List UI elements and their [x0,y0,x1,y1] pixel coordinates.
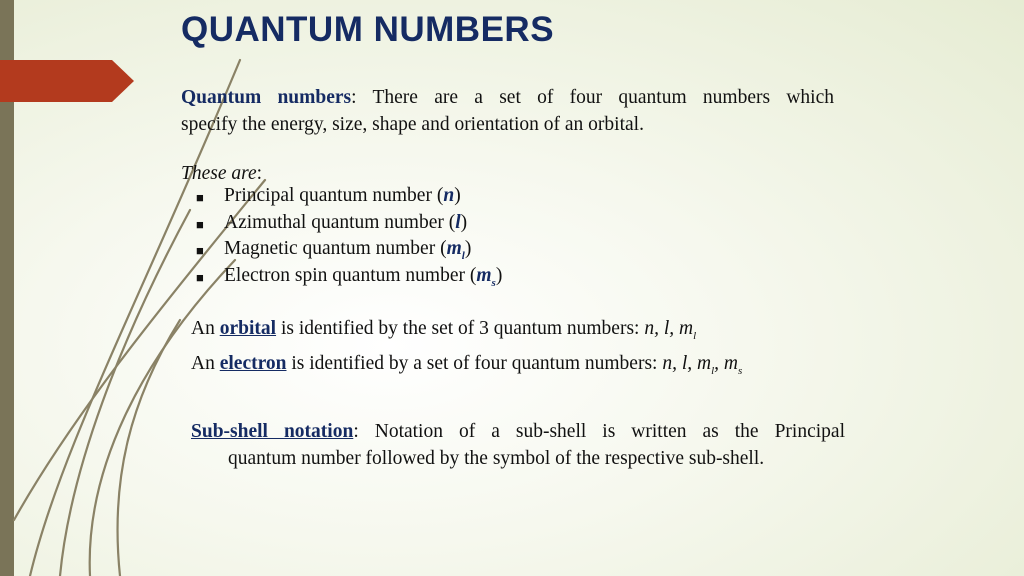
list-item-close: ) [460,211,468,233]
electron-vars: n, l, $m_l$, $m_s$ [662,353,743,377]
list-item-symbol: l [455,211,461,233]
electron-post: is identified by a set of four quantum numbers: [286,353,663,374]
list-item [196,185,502,212]
electron-pre: An [191,353,220,374]
orbital-statement [191,315,696,350]
quantum-number-list [196,185,502,291]
electron-subscript-1: l [711,364,715,377]
subshell-term: Sub-shell notation [191,421,354,442]
list-item-symbol: $m_l$ [446,238,465,262]
list-item [196,212,502,239]
orbital-post: is identified by the set of 3 quantum numbers: [276,318,645,339]
list-item-close: ) [495,264,503,286]
decorative-curve [118,320,181,576]
list-item-close: ) [464,238,472,259]
subshell-line-1: : Notation of a sub-shell is written as the Principal [353,421,845,442]
list-item-symbol: n [443,185,455,206]
subshell-paragraph [191,418,845,472]
list-item-label: Electron spin quantum number ( [224,264,477,286]
electron-term: electron [219,353,287,374]
subshell-line-2: quantum number followed by the symbol of the respective sub-shell. [228,448,765,469]
bullet-icon: ■ [196,190,204,205]
bullet-icon: ■ [196,243,204,258]
electron-statement [191,350,742,385]
bullet-icon: ■ [196,269,204,285]
orbital-subscript: l [693,329,697,342]
list-item-subscript: s [491,276,496,289]
list-item-label: Principal quantum number ( [224,185,444,206]
accent-arrow [0,60,134,102]
electron-subscript-2: s [738,364,743,377]
list-item-symbol: $m_s$ [476,264,496,289]
list-item [196,238,502,265]
orbital-pre: An [191,318,220,339]
bullet-icon: ■ [196,216,204,232]
definition-term: Quantum numbers [181,87,352,108]
list-item-label: Magnetic quantum number ( [224,238,447,259]
orbital-vars: n, l, $m_l$ [644,318,697,342]
list-item [196,265,502,292]
page-title: QUANTUM NUMBERS [181,10,555,49]
decorative-curve [60,210,190,576]
list-intro-colon: : [256,163,263,184]
definition-line-2: specify the energy, size, shape and orientation of an orbital. [181,114,644,135]
definition-line-1: : There are a set of four quantum numbers which [351,87,834,108]
list-item-subscript: l [461,249,465,262]
list-item-close: ) [454,185,461,206]
orbital-term: orbital [219,318,277,339]
list-intro-text: These are [181,163,257,184]
list-item-label: Azimuthal quantum number ( [224,211,456,233]
definition-paragraph [181,84,834,138]
list-intro [181,160,262,187]
